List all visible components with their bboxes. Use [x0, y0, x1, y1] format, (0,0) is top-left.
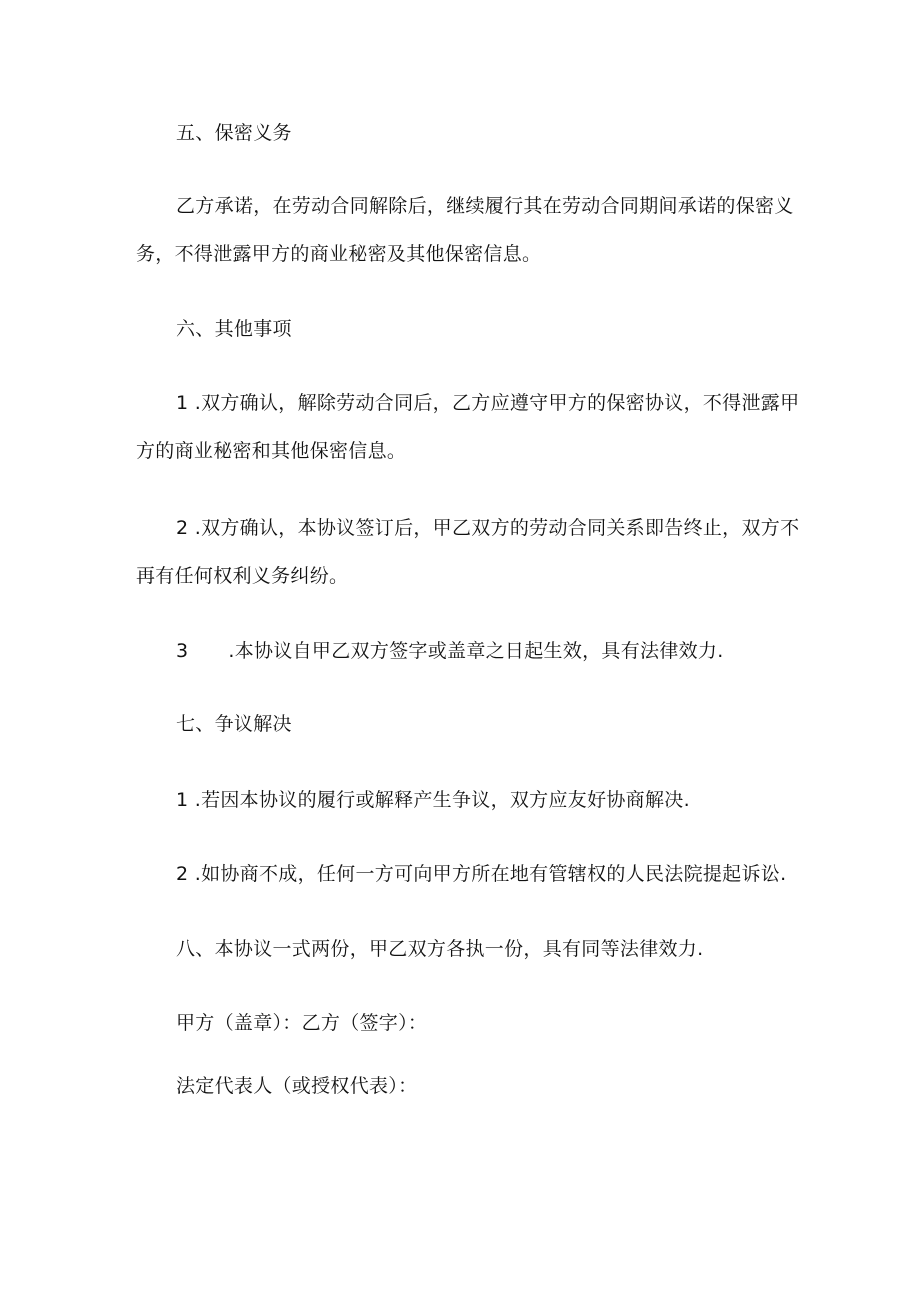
section-6-item-1-line-1: 1 .双方确认，解除劳动合同后，乙方应遵守甲方的保密协议，不得泄露甲: [176, 392, 800, 414]
section-6-item-3-text: .本协议自甲乙双方签字或盖章之日起生效，具有法律效力.: [228, 640, 724, 662]
section-5-heading: 五、保密义务: [176, 122, 292, 144]
signature-legal-representative: 法定代表人（或授权代表）：: [176, 1075, 418, 1097]
section-5-body-line-2: 务，不得泄露甲方的商业秘密及其他保密信息。: [136, 243, 542, 265]
section-8-text: 八、本协议一式两份，甲乙双方各执一份，具有同等法律效力.: [176, 938, 704, 960]
section-7-heading: 七、争议解决: [176, 713, 292, 735]
section-6-item-1-line-2: 方的商业秘密和其他保密信息。: [136, 440, 407, 462]
section-7-item-2: 2 .如协商不成，任何一方可向甲方所在地有管辖权的人民法院提起诉讼.: [176, 863, 787, 885]
signature-parties: 甲方（盖章）：乙方（签字）：: [176, 1012, 428, 1034]
section-6-item-3: [176, 638, 724, 664]
section-6-item-2-line-2: 再有任何权利义务纠纷。: [136, 565, 349, 587]
section-5-body-line-1: 乙方承诺，在劳动合同解除后，继续履行其在劳动合同期间承诺的保密义: [176, 195, 794, 217]
section-6-heading: 六、其他事项: [176, 318, 292, 340]
section-6-item-2-line-1: 2 .双方确认，本协议签订后，甲乙双方的劳动合同关系即告终止，双方不: [176, 517, 800, 539]
section-6-item-3-number: 3: [176, 640, 189, 662]
section-7-item-1: 1 .若因本协议的履行或解释产生争议，双方应友好协商解决.: [176, 789, 690, 811]
